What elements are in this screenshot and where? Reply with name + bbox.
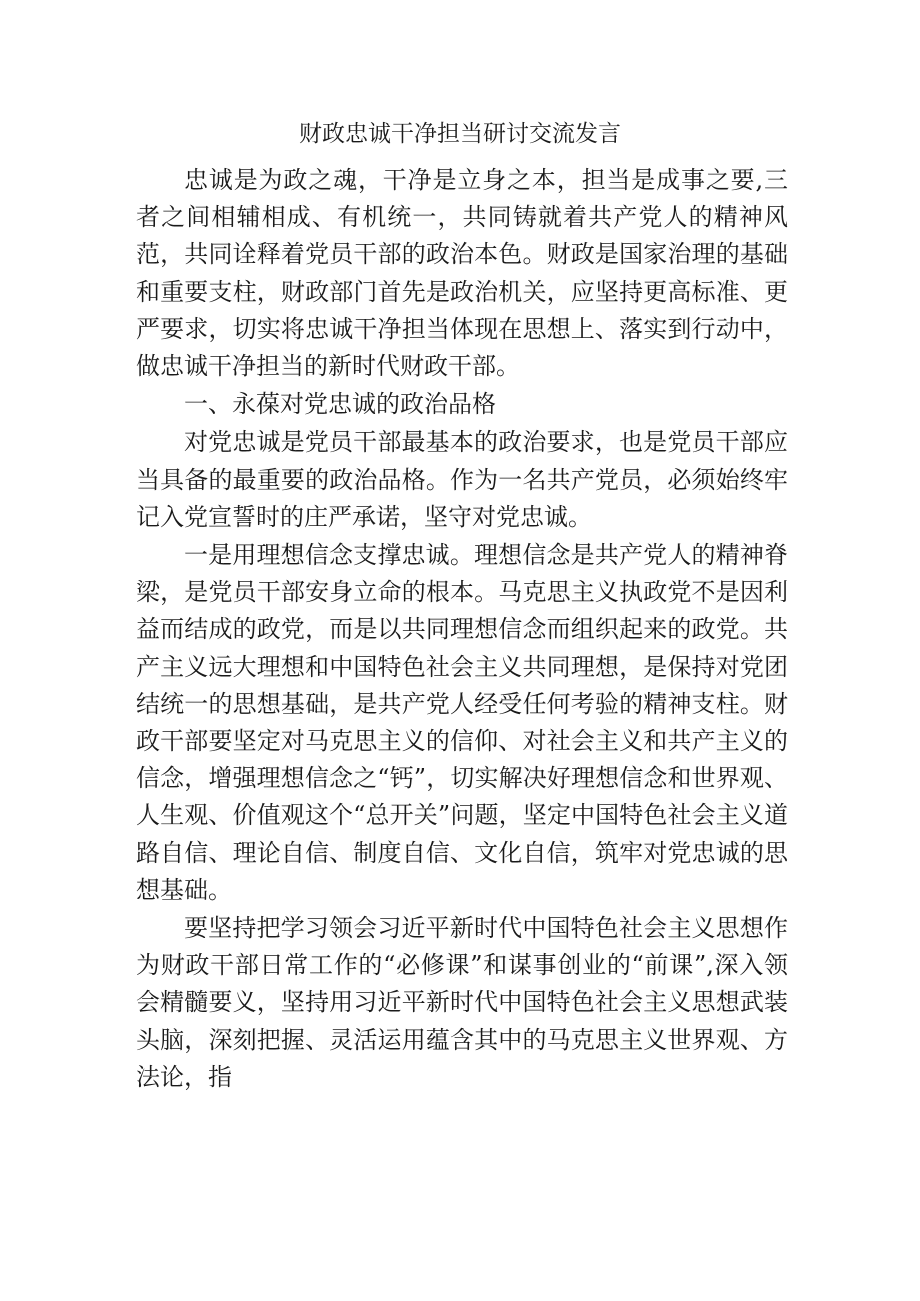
- paragraph-loyalty: 对党忠诚是党员干部最基本的政治要求，也是党员干部应当具备的最重要的政治品格。作为一名共产党员，必须始终牢记入党宣誓时的庄严承诺，坚守对党忠诚。: [136, 428, 788, 531]
- paragraph-ideals: 一是用理想信念支撑忠诚。理想信念是共产党人的精神脊梁，是党员干部安身立命的根本。马克思主义执政党不是因利益而结成的政党，而是以共同理想信念而组织起来的政党。共产主义远大理想和中国特色社会主义共同理想，是保持对党团结统一的思想基础，是共产党人经受任何考验的精神支柱。财政干部要坚定对马克思主义的信仰、对社会主义和共产主义的信念，增强理想信念之“钙”，切实解决好理想信念和世界观、人生观、价值观这个“总开关”问题，坚定中国特色社会主义道路自信、理论自信、制度自信、文化自信，筑牢对党忠诚的思想基础。: [136, 541, 788, 904]
- document-title: 财政忠诚干净担当研讨交流发言: [299, 121, 621, 147]
- document-body: [136, 162, 788, 1096]
- paragraph-study: 要坚持把学习领会习近平新时代中国特色社会主义思想作为财政干部日常工作的“必修课”和谋事创业的“前课”,深入领会精髓要义，坚持用习近平新时代中国特色社会主义思想武装头脑，深刻把握、灵活运用蕴含其中的马克思主义世界观、方法论，指: [136, 914, 788, 1091]
- paragraph-intro: 忠诚是为政之魂，干净是立身之本，担当是成事之要,三者之间相辅相成、有机统一，共同铸就着共产党人的精神风范，共同诠释着党员干部的政治本色。财政是国家治理的基础和重要支柱，财政部门首先是政治机关，应坚持更高标准、更严要求，切实将忠诚干净担当体现在思想上、落实到行动中，做忠诚干净担当的新时代财政干部。: [136, 166, 788, 381]
- section-heading-1: 一、永葆对党忠诚的政治品格: [184, 390, 496, 419]
